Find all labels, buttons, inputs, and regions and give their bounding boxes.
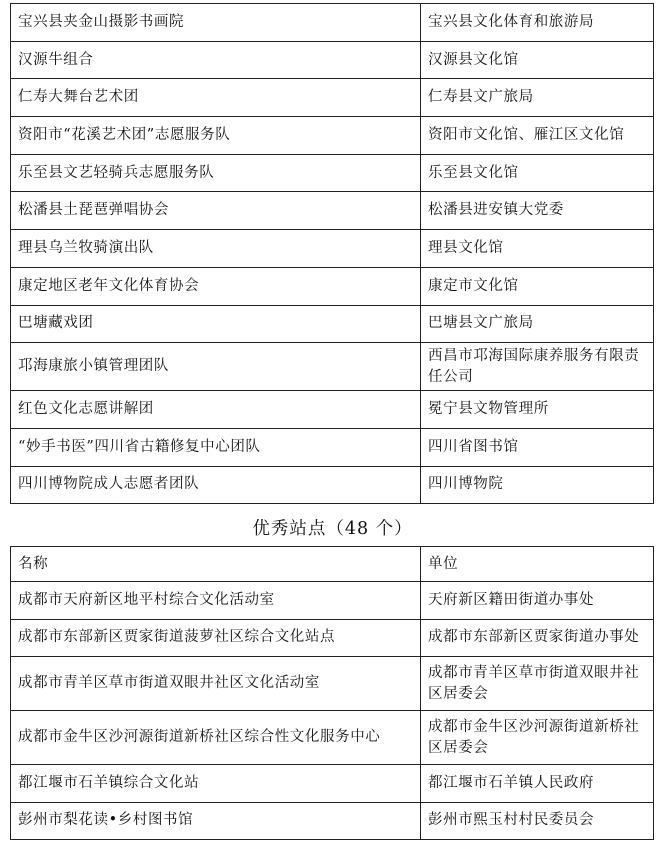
table-row xyxy=(11,765,654,803)
unit-cell: 西昌市邛海国际康养服务有限责任公司 xyxy=(421,343,654,391)
column-header-unit: 单位 xyxy=(421,547,654,582)
unit-cell: 康定市文化馆 xyxy=(421,267,654,305)
unit-cell: 冕宁县文物管理所 xyxy=(421,391,654,429)
unit-cell: 成都市青羊区草市街道双眼井社区居委会 xyxy=(421,657,654,711)
name-cell: 仁寿大舞台艺术团 xyxy=(11,79,421,117)
unit-cell: 资阳市文化馆、雁江区文化馆 xyxy=(421,117,654,155)
table-row xyxy=(11,619,654,657)
unit-cell: 乐至县文化馆 xyxy=(421,154,654,192)
table-row xyxy=(11,154,654,192)
unit-cell: 彭州市熙玉村村民委员会 xyxy=(421,802,654,840)
table-row xyxy=(11,41,654,79)
name-cell: 汉源牛组合 xyxy=(11,41,421,79)
name-cell: 都江堰市石羊镇综合文化站 xyxy=(11,765,421,803)
name-cell: 巴塘藏戏团 xyxy=(11,305,421,343)
name-cell: 资阳市“花溪艺术团”志愿服务队 xyxy=(11,117,421,155)
unit-cell: 都江堰市石羊镇人民政府 xyxy=(421,765,654,803)
table-row xyxy=(11,267,654,305)
table-row xyxy=(11,391,654,429)
team-table xyxy=(10,3,654,504)
name-cell: 松潘县土琵琶弹唱协会 xyxy=(11,192,421,230)
name-cell: 红色文化志愿讲解团 xyxy=(11,391,421,429)
name-cell: 乐至县文艺轻骑兵志愿服务队 xyxy=(11,154,421,192)
unit-cell: 松潘县进安镇大党委 xyxy=(421,192,654,230)
unit-cell: 成都市金牛区沙河源街道新桥社区居委会 xyxy=(421,711,654,765)
unit-cell: 汉源县文化馆 xyxy=(421,41,654,79)
unit-cell: 宝兴县文化体育和旅游局 xyxy=(421,4,654,42)
column-header-name: 名称 xyxy=(11,547,421,582)
table-header-row xyxy=(11,547,654,582)
table-row xyxy=(11,192,654,230)
name-cell: “妙手书医”四川省古籍修复中心团队 xyxy=(11,428,421,466)
unit-cell: 仁寿县文广旅局 xyxy=(421,79,654,117)
table-row xyxy=(11,428,654,466)
table-row xyxy=(11,343,654,391)
table-row xyxy=(11,466,654,504)
table-row xyxy=(11,4,654,42)
table-row xyxy=(11,79,654,117)
table-row xyxy=(11,117,654,155)
name-cell: 成都市天府新区地平村综合文化活动室 xyxy=(11,582,421,620)
name-cell: 四川博物院成人志愿者团队 xyxy=(11,466,421,504)
table-row xyxy=(11,230,654,268)
table-row xyxy=(11,802,654,840)
unit-cell: 理县文化馆 xyxy=(421,230,654,268)
table-row xyxy=(11,582,654,620)
name-cell: 成都市东部新区贾家街道菠萝社区综合文化站点 xyxy=(11,619,421,657)
unit-cell: 巴塘县文广旅局 xyxy=(421,305,654,343)
table-row xyxy=(11,657,654,711)
unit-cell: 四川省图书馆 xyxy=(421,428,654,466)
station-table xyxy=(10,546,654,840)
unit-cell: 四川博物院 xyxy=(421,466,654,504)
unit-cell: 成都市东部新区贾家街道办事处 xyxy=(421,619,654,657)
name-cell: 成都市金牛区沙河源街道新桥社区综合性文化服务中心 xyxy=(11,711,421,765)
unit-cell: 天府新区籍田街道办事处 xyxy=(421,582,654,620)
section-title: 优秀站点（48 个） xyxy=(252,519,413,539)
table-row xyxy=(11,305,654,343)
name-cell: 彭州市梨花读•乡村图书馆 xyxy=(11,802,421,840)
name-cell: 邛海康旅小镇管理团队 xyxy=(11,343,421,391)
name-cell: 宝兴县夹金山摄影书画院 xyxy=(11,4,421,42)
name-cell: 康定地区老年文化体育协会 xyxy=(11,267,421,305)
table-row xyxy=(11,711,654,765)
name-cell: 成都市青羊区草市街道双眼井社区文化活动室 xyxy=(11,657,421,711)
name-cell: 理县乌兰牧骑演出队 xyxy=(11,230,421,268)
